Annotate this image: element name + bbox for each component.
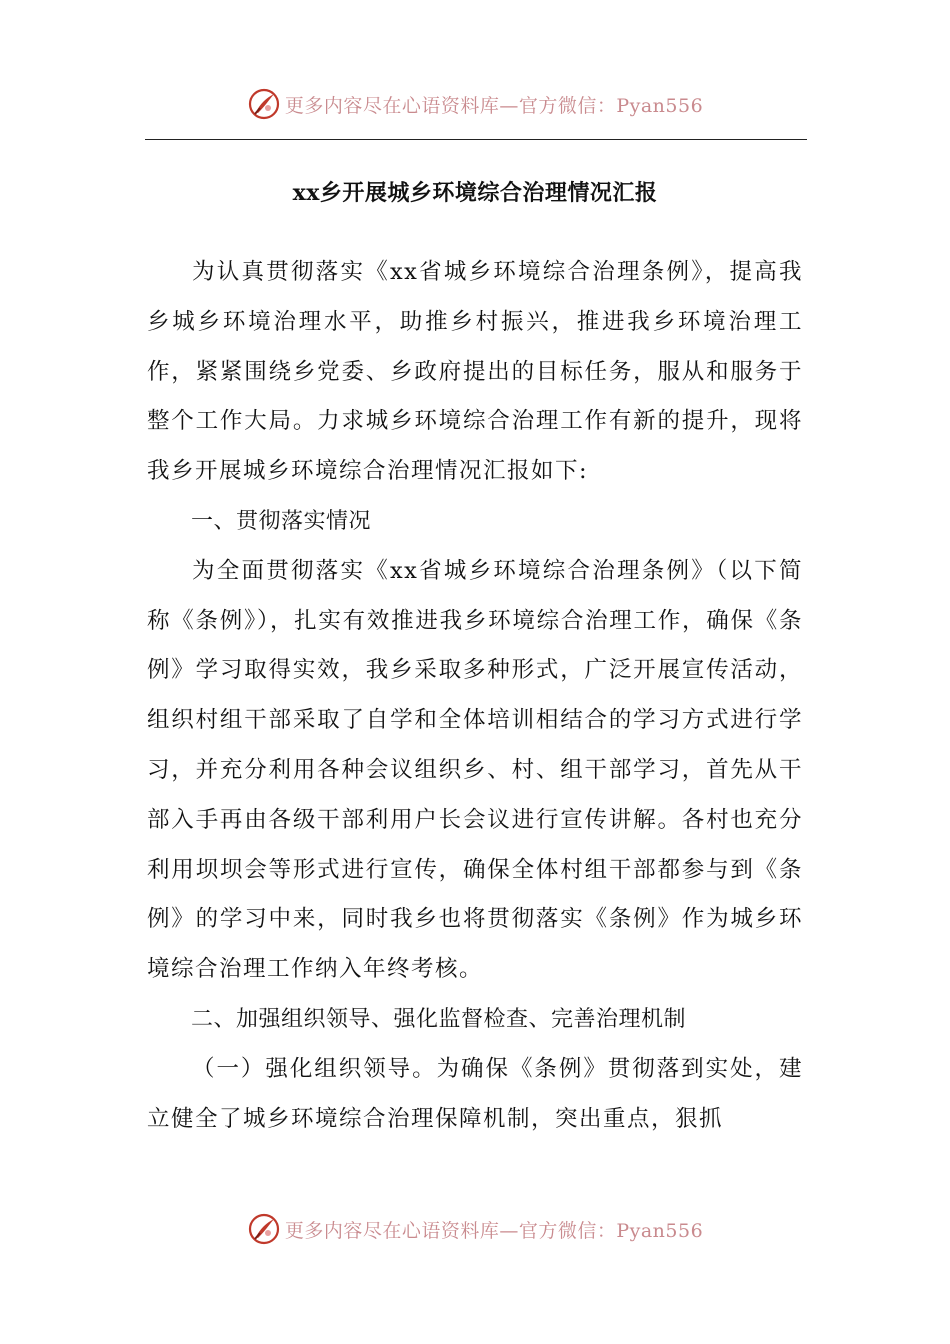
document-title: xx乡开展城乡环境综合治理情况汇报 (292, 180, 658, 206)
section-1-paragraph: 为全面贯彻落实《xx省城乡环境综合治理条例》（以下简称《条例》），扎实有效推进我乡环境综合治理工作，确保《条例》学习取得实效，我乡采取多种形式，广泛开展宣传活动，组织村组干部采取了自学和全体培训相结合的学习方式进行学习，并充分利用各种会议组织乡、村、组干部学习，首先从干部入手再由各级干部利用户长会议进行宣传讲解。各村也充分利用坝坝会等形式进行宣传，确保全体村组干部都参与到《条例》的学习中来，同时我乡也将贯彻落实《条例》作为城乡环境综合治理工作纳入年终考核。 (147, 557, 803, 983)
header-watermark (0, 82, 950, 126)
document-body (147, 248, 803, 1144)
watermark-text: 更多内容尽在心语资料库—官方微信：Pyan556 (284, 1219, 704, 1242)
section-heading-2: 二、加强组织领导、强化监督检查、完善治理机制 (191, 1006, 687, 1032)
section-heading-1: 一、贯彻落实情况 (191, 508, 372, 534)
header-divider (145, 139, 807, 140)
intro-paragraph: 为认真贯彻落实《xx省城乡环境综合治理条例》，提高我乡城乡环境治理水平，助推乡村振兴，推进我乡环境治理工作，紧紧围绕乡党委、乡政府提出的目标任务，服从和服务于整个工作大局。力求城乡环境综合治理工作有新的提升，现将我乡开展城乡环境综合治理情况汇报如下: (147, 259, 803, 485)
footer-watermark (0, 1207, 950, 1251)
quill-logo-icon (247, 1212, 281, 1246)
quill-logo-icon (247, 87, 281, 121)
watermark-text: 更多内容尽在心语资料库—官方微信：Pyan556 (284, 94, 704, 117)
section-2-paragraph: （一）强化组织领导。为确保《条例》贯彻落到实处，建立健全了城乡环境综合治理保障机制，突出重点，狠抓 (147, 1055, 803, 1132)
